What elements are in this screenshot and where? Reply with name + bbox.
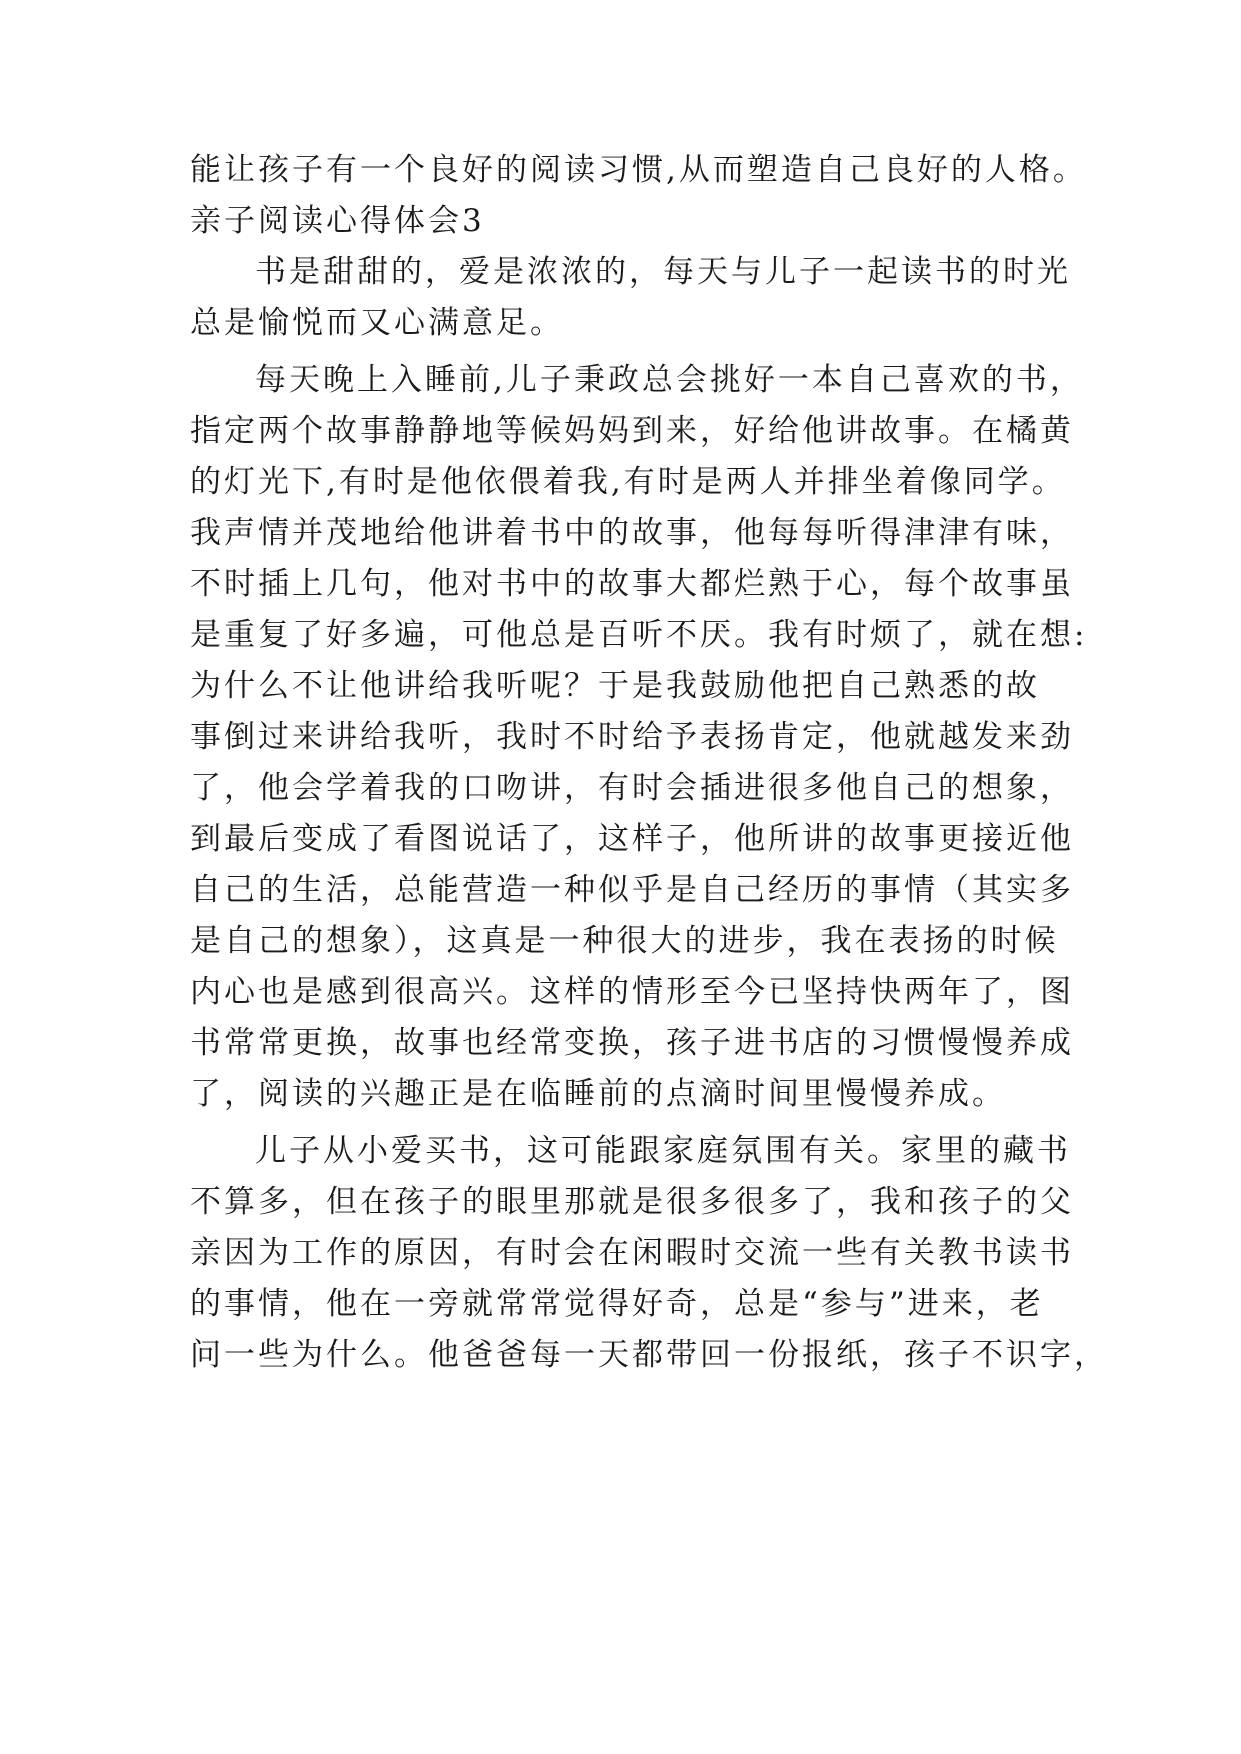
- text-line: 儿子从小爱买书，这可能跟家庭氛围有关。家里的藏书: [255, 1133, 1071, 1169]
- text-line: 能让孩子有一个良好的阅读习惯,从而塑造自己良好的人格。: [190, 152, 1087, 188]
- text-line: 是自己的想象），这真是一种很大的进步，我在表扬的时候: [190, 923, 1059, 959]
- text-line: 书是甜甜的，爱是浓浓的，每天与儿子一起读书的时光: [255, 254, 1071, 290]
- text-line: 问一些为什么。他爸爸每一天都带回一份报纸，孩子不识字，: [190, 1337, 1108, 1373]
- text-line: 总是愉悦而又心满意足。: [190, 305, 564, 341]
- text-line: 内心也是感到很高兴。这样的情形至今已坚持快两年了，图: [190, 974, 1074, 1010]
- text-line: 我声情并茂地给他讲着书中的故事，他每每听得津津有味，: [190, 515, 1074, 551]
- text-line: 每天晚上入睡前,儿子秉政总会挑好一本自己喜欢的书，: [255, 362, 1084, 398]
- text-line: 亲因为工作的原因，有时会在闲暇时交流一些有关教书读书: [190, 1235, 1074, 1271]
- text-line: 书常常更换，故事也经常变换，孩子进书店的习惯慢慢养成: [190, 1025, 1074, 1061]
- text-line: 事倒过来讲给我听，我时不时给予表扬肯定，他就越发来劲: [190, 719, 1074, 755]
- text-line: 指定两个故事静静地等候妈妈到来，好给他讲故事。在橘黄: [190, 413, 1074, 449]
- text-line: 的灯光下,有时是他依偎着我,有时是两人并排坐着像同学。: [190, 464, 1066, 500]
- section-heading: 亲子阅读心得体会3: [190, 203, 485, 239]
- text-line: 不算多，但在孩子的眼里那就是很多很多了，我和孩子的父: [190, 1184, 1074, 1220]
- text-line: 到最后变成了看图说话了，这样子，他所讲的故事更接近他: [190, 821, 1074, 857]
- text-line: 不时插上几句，他对书中的故事大都烂熟于心，每个故事虽: [190, 566, 1074, 602]
- text-line: 的事情，他在一旁就常常觉得好奇，总是“参与”进来，老: [190, 1286, 1044, 1322]
- text-line: 了，阅读的兴趣正是在临睡前的点滴时间里慢慢养成。: [190, 1076, 1006, 1112]
- text-line: 了，他会学着我的口吻讲，有时会插进很多他自己的想象，: [190, 770, 1074, 806]
- text-line: 自己的生活，总能营造一种似乎是自己经历的事情（其实多: [190, 872, 1074, 908]
- text-line: 为什么不让他讲给我听呢？于是我鼓励他把自己熟悉的故: [190, 668, 1040, 704]
- text-line: 是重复了好多遍，可他总是百听不厌。我有时烦了，就在想:: [190, 617, 1088, 653]
